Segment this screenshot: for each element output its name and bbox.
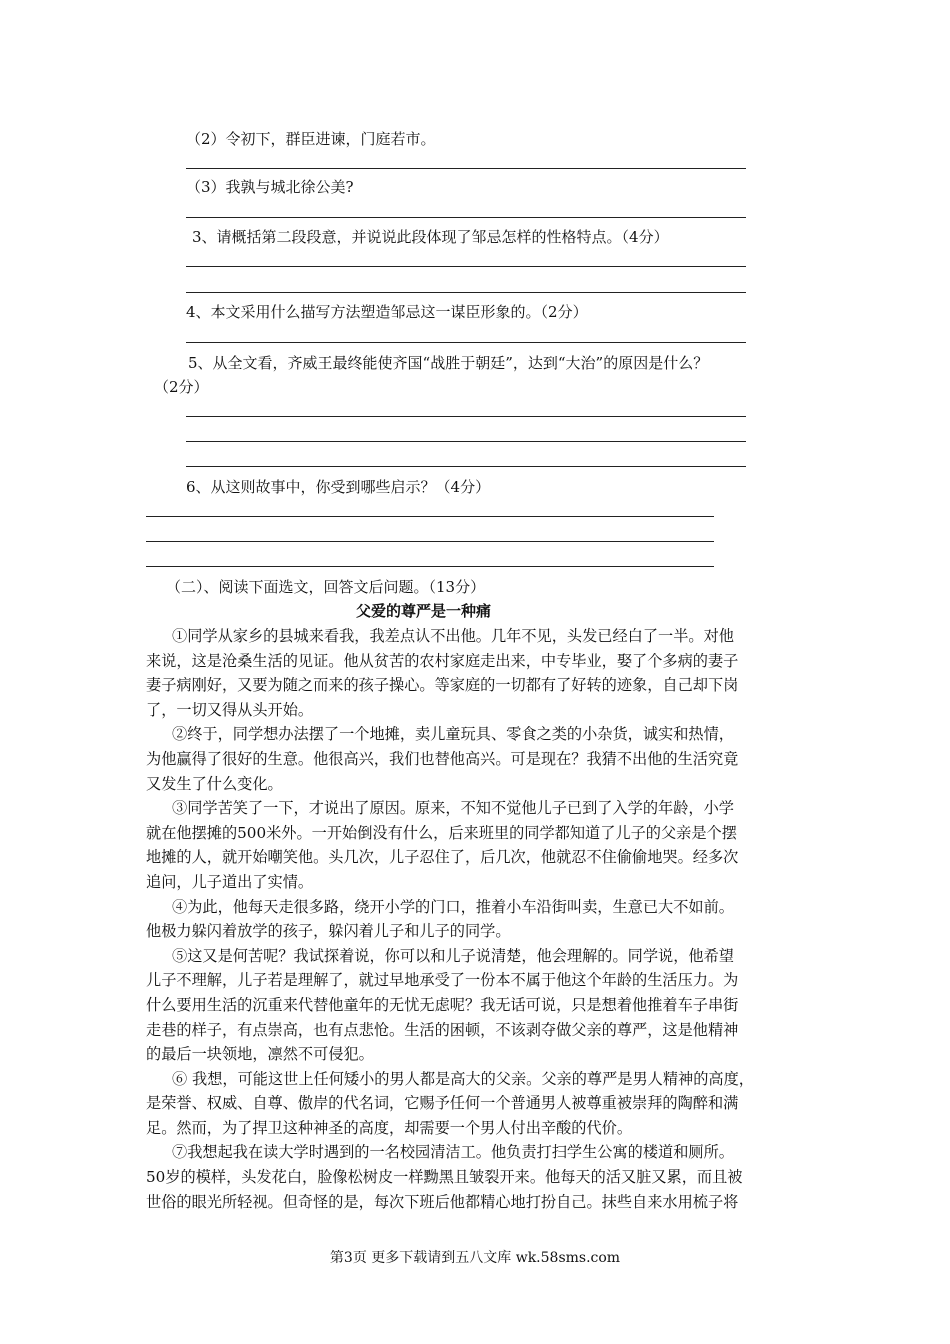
answer-line — [186, 266, 746, 267]
text-line: 妻子病刚好，又要为随之而来的孩子操心。等家庭的一切都有了好转的迹象，自己却下岗 — [146, 676, 739, 695]
question-2-3: （3）我孰与城北徐公美? — [186, 178, 354, 196]
question-5-line1: 5、从全文看，齐威王最终能使齐国“战胜于朝廷”，达到“大治”的原因是什么？ — [188, 354, 709, 372]
question-6: 6、从这则故事中，你受到哪些启示？（4分） — [186, 478, 491, 496]
text-line: 地摊的人，就开始嘲笑他。头几次，儿子忍住了，后几次，他就忍不住偷偷地哭。经多次 — [146, 848, 739, 867]
text-line: 足。然而，为了捍卫这种神圣的高度，却需要一个男人付出辛酸的代价。 — [146, 1118, 632, 1137]
paragraph-3 — [146, 796, 826, 894]
answer-line — [146, 516, 714, 517]
paragraph-5 — [146, 944, 826, 1067]
text-line: ①同学从家乡的县城来看我，我差点认不出他。几年不见，头发已经白了一半。对他 — [172, 627, 734, 645]
article-body — [146, 624, 826, 1214]
text-line: 为他赢得了很好的生意。他很高兴，我们也替他高兴。可是现在？我猜不出他的生活究竟 — [146, 749, 739, 768]
question-3: 3、请概括第二段段意，并说说此段体现了邹忌怎样的性格特点。（4分） — [192, 228, 669, 246]
text-line: 50岁的模样，头发花白，脸像松树皮一样黝黑且皱裂开来。他每天的活又脏又累，而且被 — [146, 1168, 743, 1187]
text-line: ⑥ 我想，可能这世上任何矮小的男人都是高大的父亲。父亲的尊严是男人精神的高度， — [172, 1069, 754, 1088]
text-line: 什么要用生活的沉重来代替他童年的无忧无虑呢？我无话可说，只是想着他推着车子串街 — [146, 995, 739, 1014]
text-line: ⑦我想起我在读大学时遇到的一名校园清洁工。他负责打扫学生公寓的楼道和厕所。 — [172, 1143, 734, 1162]
answer-line — [186, 466, 746, 467]
text-line: 了，一切又得从头开始。 — [146, 700, 314, 719]
text-line: ⑤这又是何苦呢？我试探着说，你可以和儿子说清楚，他会理解的。同学说，他希望 — [172, 946, 734, 965]
answer-line — [186, 416, 746, 417]
text-line: ②终于，同学想办法摆了一个地摊，卖儿童玩具、零食之类的小杂货，诚实和热情， — [172, 725, 734, 744]
text-line: 又发生了什么变化。 — [146, 774, 283, 793]
text-line: 儿子不理解，儿子若是理解了，就过早地承受了一份本不属于他这个年龄的生活压力。为 — [146, 971, 739, 990]
paragraph-4 — [146, 895, 826, 944]
section-heading: （二）、阅读下面选文，回答文后问题。（13分） — [166, 578, 486, 596]
paragraph-6 — [146, 1067, 826, 1141]
text-line: 是荣誉、权威、自尊、傲岸的代名词，它赐予任何一个普通男人被尊重被崇拜的陶醉和满 — [146, 1094, 739, 1113]
answer-line — [186, 342, 746, 343]
paragraph-1 — [146, 624, 826, 722]
text-line: 就在他摆摊的500米外。一开始倒没有什么，后来班里的同学都知道了儿子的父亲是个摆 — [146, 823, 737, 842]
answer-line — [146, 566, 714, 567]
question-4: 4、本文采用什么描写方法塑造邹忌这一谋臣形象的。（2分） — [186, 303, 588, 321]
answer-line — [146, 541, 714, 542]
text-line: ④为此，他每天走很多路，绕开小学的门口，推着小车沿街叫卖，生意已大不如前。 — [172, 897, 734, 916]
text-line: 追问，儿子道出了实情。 — [146, 872, 314, 891]
article-title: 父爱的尊严是一种痛 — [356, 602, 492, 620]
text-line: ③同学苦笑了一下，才说出了原因。原来，不知不觉他儿子已到了入学的年龄，小学 — [172, 799, 734, 818]
answer-line — [186, 441, 746, 442]
paragraph-7 — [146, 1140, 826, 1214]
answer-line — [186, 292, 746, 293]
text-line: 来说，这是沧桑生活的见证。他从贫苦的农村家庭走出来，中专毕业，娶了个多病的妻子 — [146, 651, 739, 670]
answer-line — [186, 217, 746, 218]
answer-line — [186, 168, 746, 169]
text-line: 的最后一块领地，凛然不可侵犯。 — [146, 1045, 374, 1064]
paragraph-2 — [146, 722, 826, 796]
page-footer: 第3页 更多下载请到五八文库 wk.58sms.com — [329, 1250, 621, 1266]
question-5-line2: （2分） — [154, 378, 209, 396]
text-line: 世俗的眼光所轻视。但奇怪的是，每次下班后他都精心地打扮自己。抹些自来水用梳子将 — [146, 1192, 739, 1211]
text-line: 走巷的样子，有点崇高，也有点悲怆。生活的困顿，不该剥夺做父亲的尊严，这是他精神 — [146, 1020, 739, 1039]
question-2-2: （2）令初下，群臣进谏，门庭若市。 — [186, 130, 436, 148]
text-line: 他极力躲闪着放学的孩子，躲闪着儿子和儿子的同学。 — [146, 922, 511, 941]
